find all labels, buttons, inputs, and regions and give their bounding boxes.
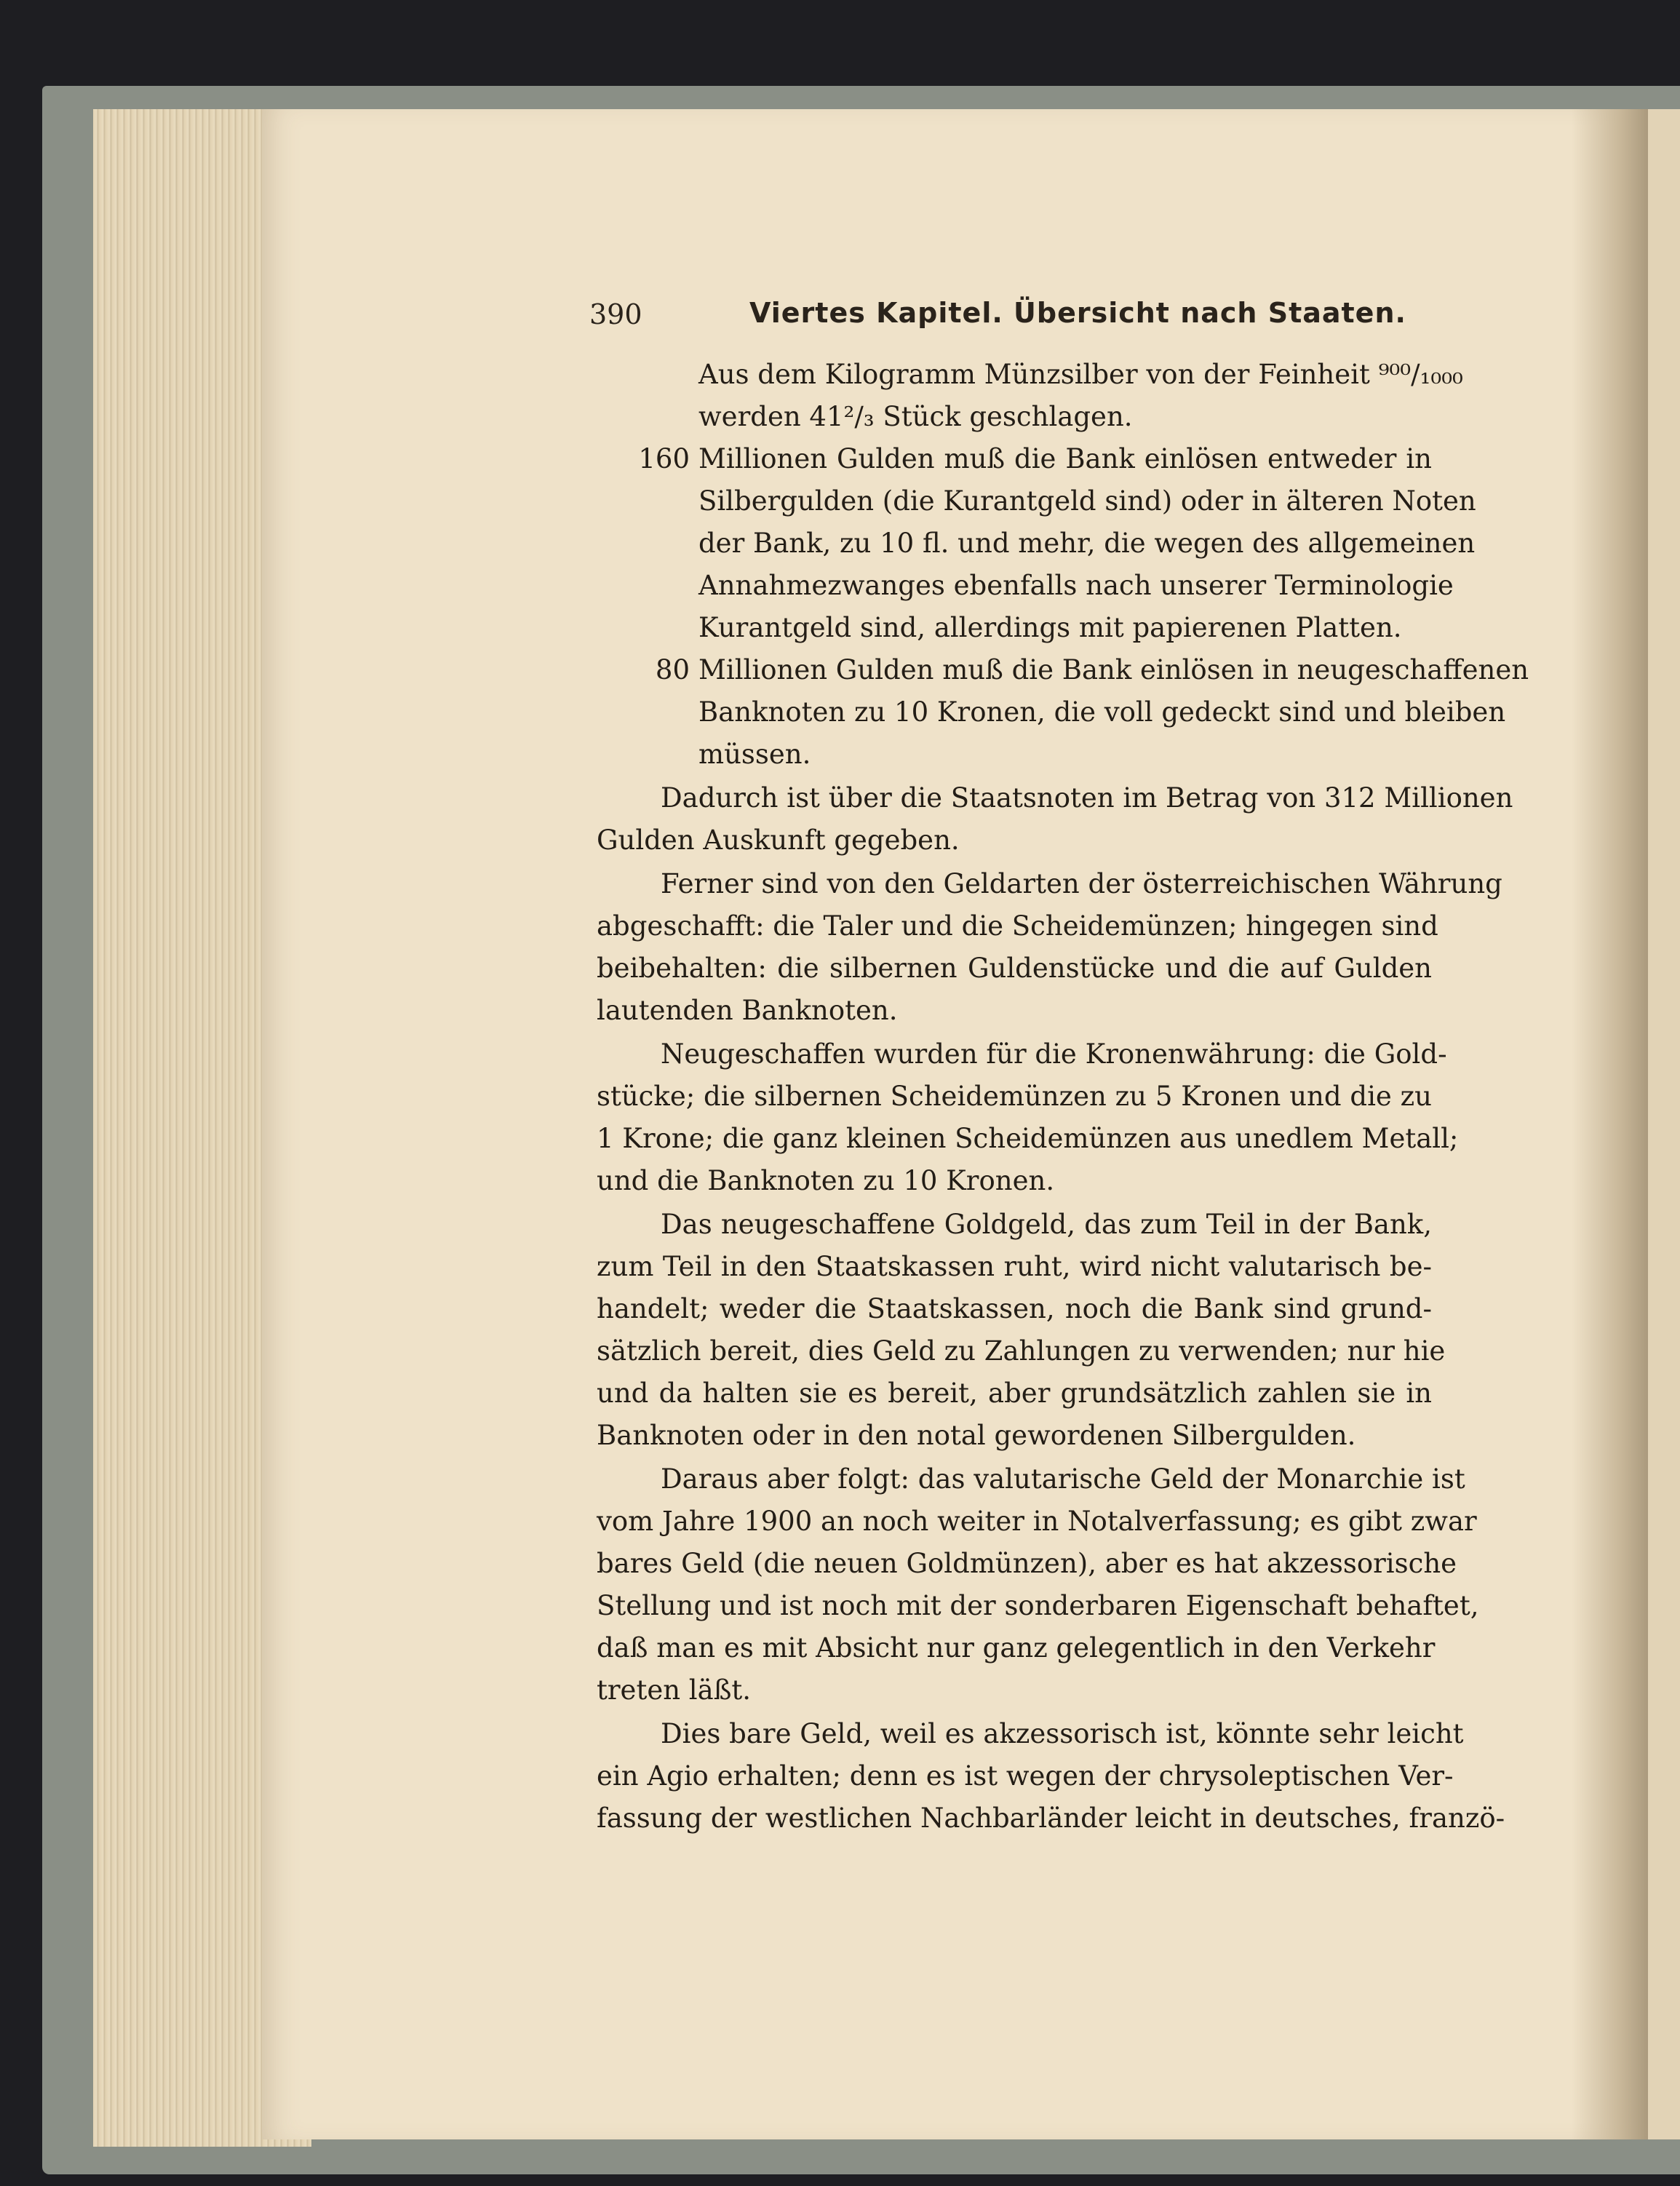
text-line: Banknoten oder in den notal gewordenen Silbergulden.	[597, 1420, 1356, 1451]
text-line: beibehalten: die silbernen Guldenstücke und die auf Gulden	[597, 953, 1432, 984]
text-line: werden 41²/₃ Stück geschlagen.	[698, 401, 1133, 432]
text-line: Silbergulden (die Kurantgeld sind) oder in älteren Noten	[698, 485, 1476, 517]
text-line: Daraus aber folgt: das valutarische Geld der Monarchie ist	[661, 1463, 1465, 1495]
text-line: treten läßt.	[597, 1674, 752, 1706]
text-line: Millionen Gulden muß die Bank einlösen entweder in	[698, 443, 1432, 474]
text-line: Millionen Gulden muß die Bank einlösen in neugeschaffenen	[698, 654, 1529, 685]
item-number: 160	[638, 443, 690, 474]
page-number: 390	[589, 298, 642, 330]
text-line: der Bank, zu 10 fl. und mehr, die wegen des allgemeinen	[698, 528, 1476, 559]
text-line: Dies bare Geld, weil es akzessorisch ist, könnte sehr leicht	[661, 1718, 1464, 1749]
text-line: Kurantgeld sind, allerdings mit papierenen Platten.	[698, 612, 1402, 643]
text-line: bares Geld (die neuen Goldmünzen), aber es hat akzessorische	[597, 1548, 1457, 1579]
text-line: abgeschafft: die Taler und die Scheidemünzen; hingegen sind	[597, 910, 1438, 942]
text-line: lautenden Banknoten.	[597, 995, 898, 1026]
text-line: daß man es mit Absicht nur ganz gelegentlich in den Verkehr	[597, 1632, 1436, 1664]
text-line: und da halten sie es bereit, aber grundsätzlich zahlen sie in	[597, 1378, 1432, 1409]
text-line: und die Banknoten zu 10 Kronen.	[597, 1165, 1055, 1196]
text-line: zum Teil in den Staatskassen ruht, wird nicht valutarisch be-	[597, 1251, 1432, 1282]
text-line: Das neugeschaffene Goldgeld, das zum Teil in der Bank,	[661, 1209, 1432, 1240]
facing-page-edge	[1648, 109, 1680, 2139]
text-line: sätzlich bereit, dies Geld zu Zahlungen zu verwenden; nur hie	[597, 1335, 1446, 1367]
text-line: Gulden Auskunft gegeben.	[597, 824, 960, 856]
text-line: Annahmezwanges ebenfalls nach unserer Terminologie	[698, 570, 1454, 601]
item-number: 80	[655, 654, 690, 685]
running-header	[0, 293, 1680, 336]
text-line: müssen.	[698, 739, 811, 770]
text-line: Stellung und ist noch mit der sonderbaren Eigenschaft behaftet,	[597, 1590, 1479, 1621]
text-line: Banknoten zu 10 Kronen, die voll gedeckt sind und bleiben	[698, 696, 1506, 728]
text-line: vom Jahre 1900 an noch weiter in Notalverfassung; es gibt zwar	[597, 1506, 1477, 1537]
text-line: Neugeschaffen wurden für die Kronenwährung: die Gold-	[661, 1038, 1447, 1070]
text-line: stücke; die silbernen Scheidemünzen zu 5 Kronen und die zu	[597, 1081, 1432, 1112]
text-line: fassung der westlichen Nachbarländer leicht in deutsches, franzö-	[597, 1803, 1505, 1834]
text-line: 1 Krone; die ganz kleinen Scheidemünzen aus unedlem Metall;	[597, 1123, 1459, 1154]
text-line: handelt; weder die Staatskassen, noch die Bank sind grund-	[597, 1293, 1432, 1324]
text-line: Ferner sind von den Geldarten der österreichischen Währung	[661, 868, 1502, 899]
text-line: Aus dem Kilogramm Münzsilber von der Feinheit ⁹⁰⁰/₁₀₀₀	[698, 359, 1463, 390]
text-line: ein Agio erhalten; denn es ist wegen der chrysoleptischen Ver-	[597, 1760, 1454, 1792]
gutter-shadow	[1572, 109, 1659, 2139]
running-title: Viertes Kapitel. Übersicht nach Staaten.	[749, 297, 1406, 329]
text-line: Dadurch ist über die Staatsnoten im Betrag von 312 Millionen	[661, 782, 1513, 814]
